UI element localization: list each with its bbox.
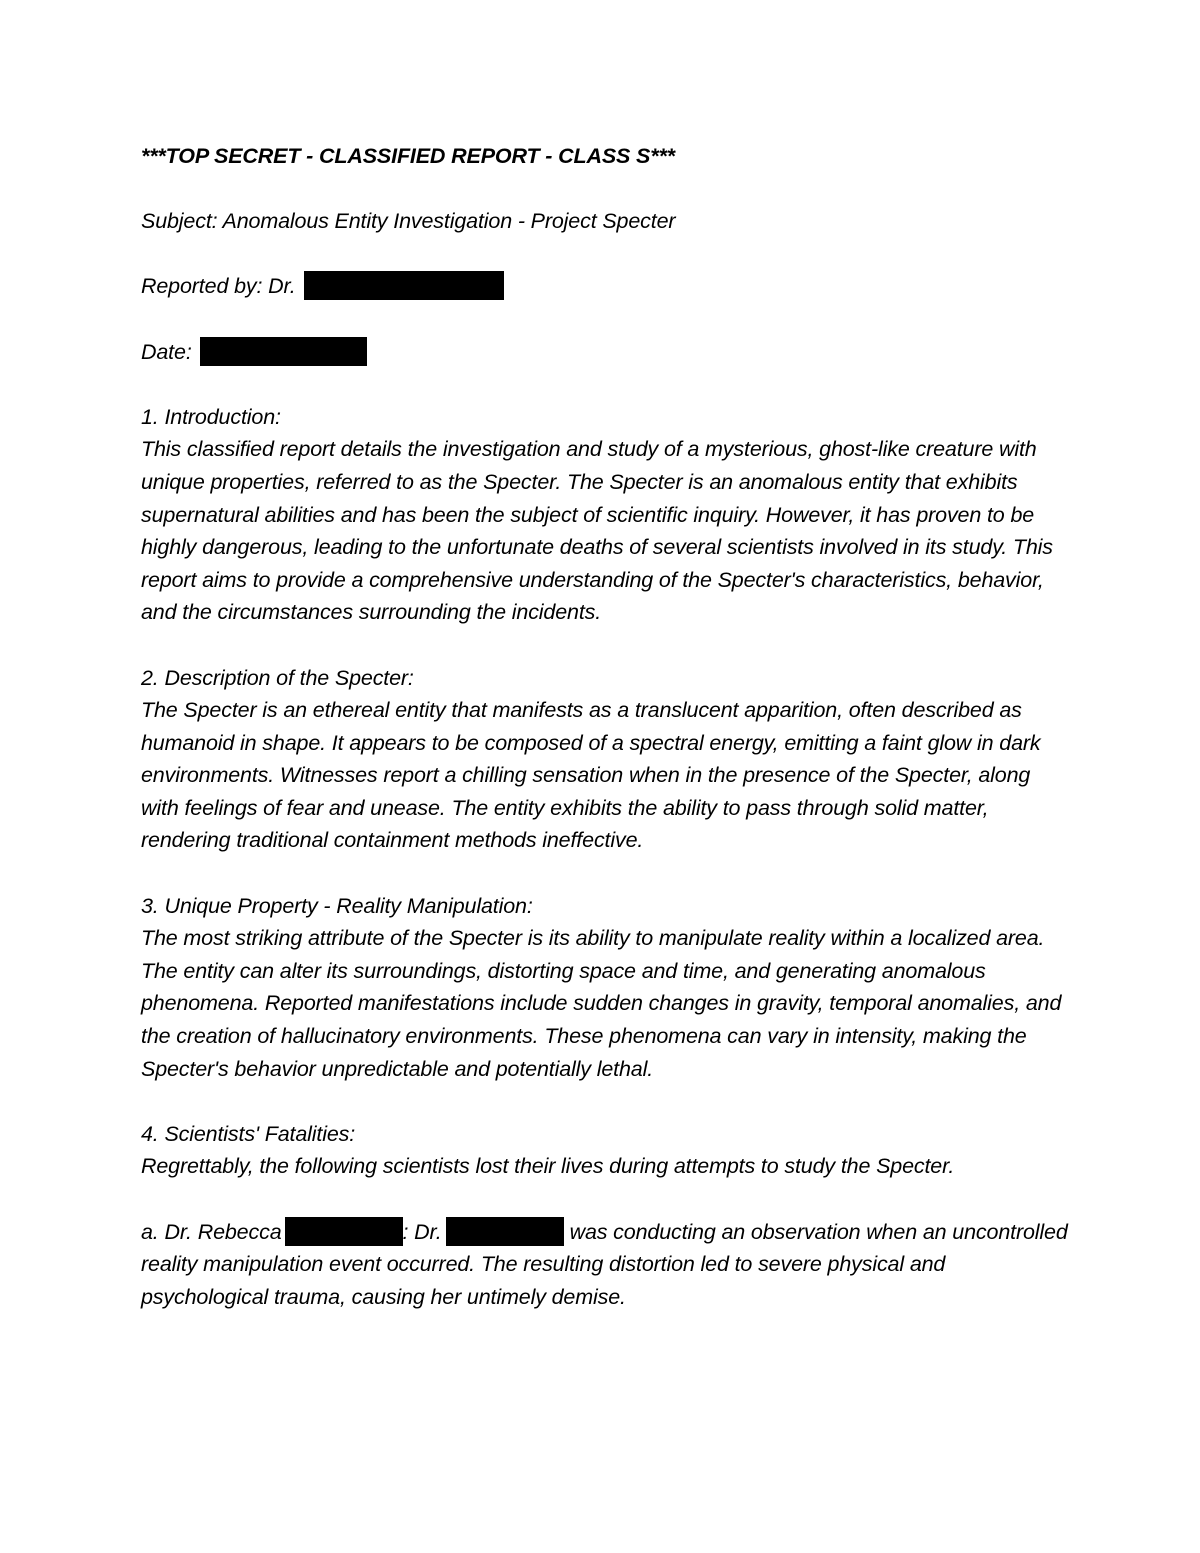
spacer (141, 629, 1071, 662)
spacer (141, 857, 1071, 890)
fatality-a-text: was conducting an observation when an uncontrolled reality manipulation event occurred. The resulting distortion led to severe physical and psychological trauma, causing her untimely demise. (141, 1219, 1068, 1309)
section-heading-reality-manipulation: 3. Unique Property - Reality Manipulation: (141, 893, 533, 918)
report-title: ***TOP SECRET - CLASSIFIED REPORT - CLASS S*** (141, 144, 675, 168)
section-body-reality-manipulation: The most striking attribute of the Specter is its ability to manipulate reality within a localized area. The entity can alter its surroundings, distorting space and time, and generating anomalous phenomena. Reported manifestations include sudden changes in gravity, temporal anomalies, and the creation of hallucinatory environments. These phenomena can vary in intensity, making the Specter's behavior unpredictable and potentially lethal. (141, 926, 1062, 1081)
section-body-description: The Specter is an ethereal entity that manifests as a translucent apparition, often described as humanoid in shape. It appears to be composed of a spectral energy, emitting a faint glow in dark environments. Witnesses report a chilling sensation when in the presence of the Specter, along with feelings of fear and unease. The entity exhibits the ability to pass through solid matter, rendering traditional containment methods ineffective. (141, 698, 1041, 853)
redaction-bar-surname (446, 1217, 564, 1246)
reported-by-line (141, 270, 1071, 303)
spacer (141, 173, 1071, 206)
section-heading-fatalities: 4. Scientists' Fatalities: (141, 1121, 356, 1146)
report-content (141, 140, 1071, 1313)
fatality-entry-a (141, 1216, 1071, 1314)
date-label: Date: (141, 339, 192, 364)
spacer (141, 303, 1071, 336)
redaction-bar-date (200, 337, 367, 366)
section-heading-description: 2. Description of the Specter: (141, 665, 414, 690)
redaction-bar-surname (285, 1217, 403, 1246)
report-subject: Subject: Anomalous Entity Investigation - Project Specter (141, 209, 676, 234)
fatality-a-colon-dr: : Dr. (402, 1219, 442, 1244)
section-heading-introduction: 1. Introduction: (141, 404, 281, 429)
section-body-fatalities: Regrettably, the following scientists lost their lives during attempts to study the Specter. (141, 1154, 955, 1179)
section-body-introduction: This classified report details the investigation and study of a mysterious, ghost-like creature with unique properties, referred to as the Specter. The Specter is an anomalous entity that exhibits supernatural abilities and has been the subject of scientific inquiry. However, it has proven to be highly dangerous, leading to the unfortunate deaths of several scientists involved in its study. This report aims to provide a comprehensive understanding of the Specter's characteristics, behavior, and the circumstances surrounding the incidents. (141, 437, 1053, 625)
spacer (141, 1085, 1071, 1118)
spacer (141, 368, 1071, 401)
fatality-a-prefix: a. Dr. Rebecca (141, 1219, 282, 1244)
reported-by-label: Reported by: Dr. (141, 274, 296, 299)
redaction-bar-reporter-name (304, 271, 504, 300)
date-line (141, 336, 1071, 369)
spacer (141, 238, 1071, 271)
spacer (141, 1183, 1071, 1216)
